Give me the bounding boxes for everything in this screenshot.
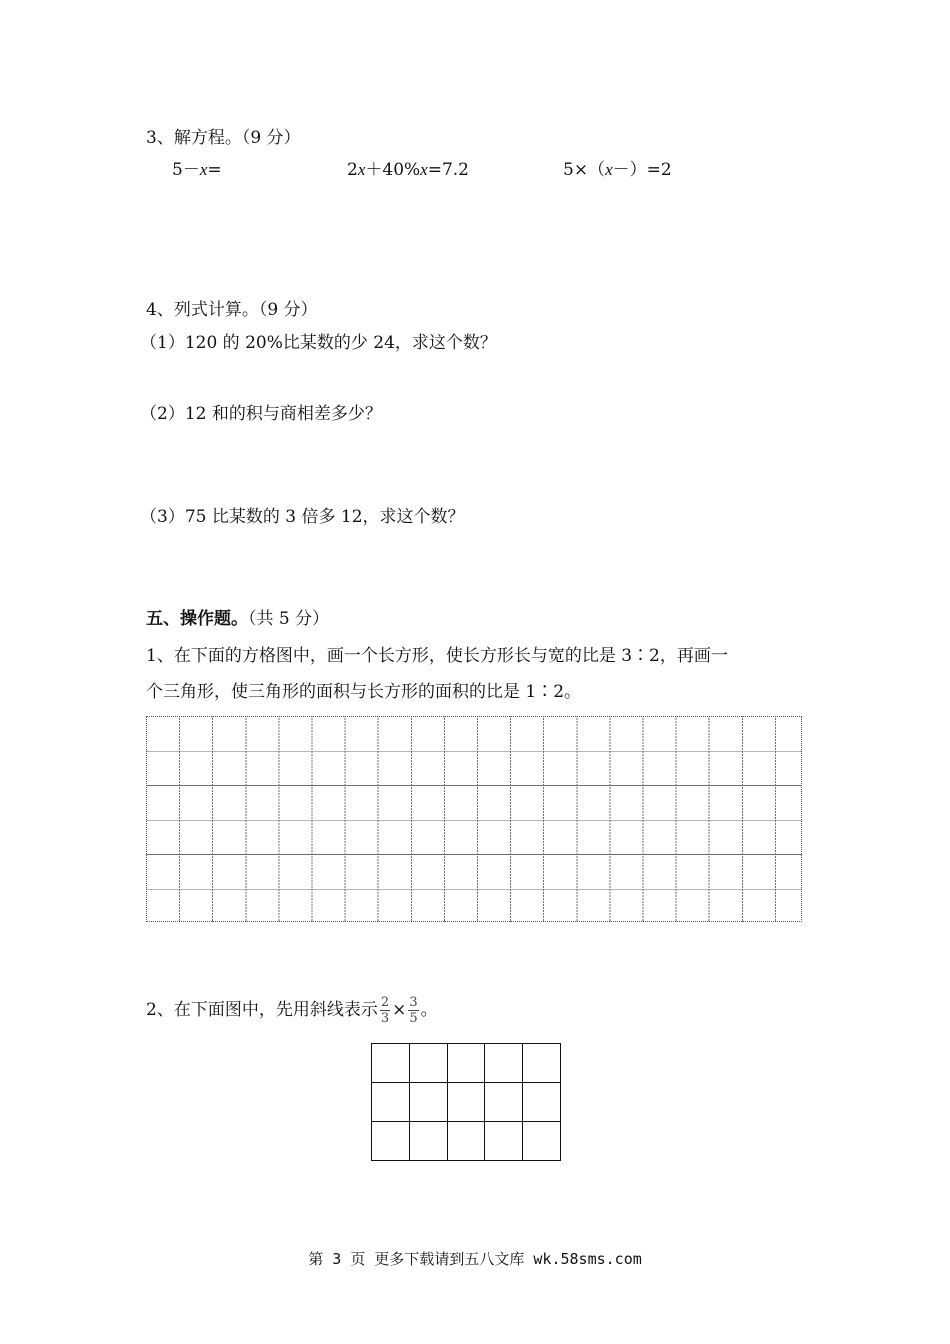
- eq3-var: x: [605, 160, 613, 179]
- frac2-denominator: 5: [409, 1011, 418, 1026]
- section5-header: [146, 607, 329, 631]
- equation-2: [347, 158, 469, 182]
- eq2-var1: x: [357, 160, 366, 179]
- section5-score: （共 5 分）: [248, 609, 330, 629]
- solid-grid-3x5[interactable]: [371, 1043, 561, 1161]
- eq1-var: x: [199, 160, 208, 179]
- fraction-two-thirds: [380, 995, 390, 1026]
- dotted-grid-paper[interactable]: [146, 716, 802, 922]
- q4-item-2: （2）12 和的积与商相差多少？: [140, 404, 382, 424]
- eq2-c: =7.2: [427, 160, 469, 180]
- equation-1: [172, 158, 222, 182]
- page-footer: 第 3 页 更多下载请到五八文库 wk.58sms.com: [308, 1250, 642, 1268]
- q5-1-line1: 1、在下面的方格图中，画一个长方形，使长方形长与宽的比是 3∶2，再画一: [146, 646, 728, 666]
- fraction-three-fifths: [408, 995, 418, 1026]
- eq3-pre: 5×（: [563, 160, 606, 180]
- q5-2-suffix: 。: [420, 1000, 438, 1020]
- frac2-numerator: 3: [409, 995, 418, 1010]
- q5-1-line2: 个三角形，使三角形的面积与长方形的面积的比是 1∶2。: [146, 682, 582, 702]
- frac1-numerator: 2: [380, 995, 390, 1010]
- q4-item-1: （1）120 的 20%比某数的少 24，求这个数？: [140, 333, 497, 353]
- eq1-pre: 5－: [172, 160, 200, 180]
- q3-title: 3、解方程。（9 分）: [146, 128, 301, 148]
- q4-title: 4、列式计算。（9 分）: [146, 300, 318, 320]
- times-sign: ×: [392, 1000, 407, 1020]
- eq2-b: ＋40%: [365, 160, 421, 180]
- eq1-post: =: [207, 160, 222, 180]
- eq2-var2: x: [420, 160, 428, 179]
- eq3-post: －）=2: [612, 160, 672, 180]
- frac1-denominator: 3: [380, 1011, 390, 1026]
- eq2-a: 2: [347, 160, 358, 180]
- equation-3: [563, 158, 672, 182]
- q5-2-prefix: 2、在下面图中，先用斜线表示: [146, 1000, 378, 1020]
- section5-heading: 五、操作题。: [146, 609, 248, 629]
- q4-item-3: （3）75 比某数的 3 倍多 12，求这个数？: [140, 507, 465, 527]
- q5-2-text: [146, 990, 438, 1030]
